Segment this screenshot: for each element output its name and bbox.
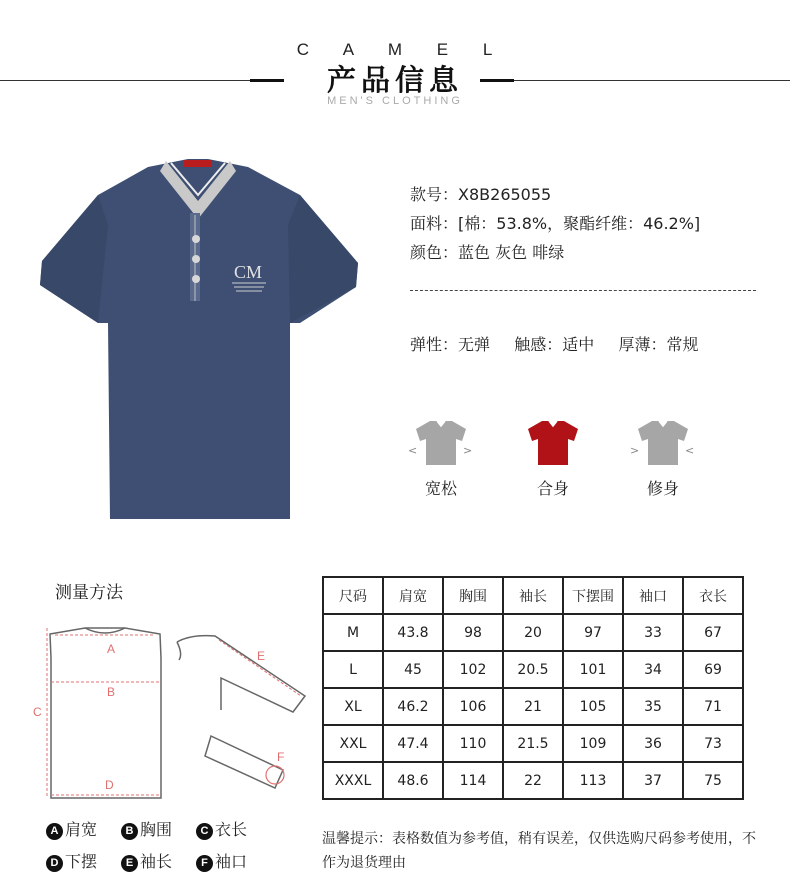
- table-cell: 33: [623, 614, 683, 651]
- table-cell: 109: [563, 725, 623, 762]
- table-row: [323, 725, 743, 762]
- loose-shirt-icon: [406, 418, 476, 468]
- spec-thickness-value: 常规: [666, 335, 699, 354]
- table-cell: 114: [443, 762, 503, 799]
- table-cell: 21: [503, 688, 563, 725]
- spec-fabric: [410, 211, 700, 234]
- legend-a-text: 肩宽: [65, 820, 98, 839]
- legend-a: [46, 817, 97, 840]
- spec-color-label: 颜色：: [410, 243, 459, 262]
- spec-attributes: [410, 332, 698, 355]
- table-cell: 73: [683, 725, 743, 762]
- product-image: [38, 155, 358, 523]
- table-header-cell: 袖长: [503, 577, 563, 614]
- table-cell: 67: [683, 614, 743, 651]
- table-cell: 69: [683, 651, 743, 688]
- diagram-label-f: F: [277, 750, 285, 764]
- table-header-cell: 尺码: [323, 577, 383, 614]
- size-table: [322, 576, 744, 800]
- svg-text:<: <: [408, 444, 418, 457]
- header-line-right: [514, 80, 790, 81]
- brand-name: C A M E L: [296, 40, 508, 59]
- table-cell: XXL: [323, 725, 383, 762]
- table-cell: 48.6: [383, 762, 443, 799]
- table-cell: 105: [563, 688, 623, 725]
- legend-d-text: 下摆: [65, 852, 98, 871]
- fit-regular: [518, 418, 588, 499]
- legend-c: [196, 817, 247, 840]
- table-cell: 75: [683, 762, 743, 799]
- diagram-label-d: D: [105, 778, 114, 792]
- table-cell: 21.5: [503, 725, 563, 762]
- spec-touch-value: 适中: [562, 335, 595, 354]
- spec-divider: [410, 290, 756, 292]
- table-cell: 113: [563, 762, 623, 799]
- table-cell: 43.8: [383, 614, 443, 651]
- legend-e-text: 袖长: [140, 852, 173, 871]
- fit-loose: [406, 418, 476, 499]
- table-cell: 35: [623, 688, 683, 725]
- table-cell: 20.5: [503, 651, 563, 688]
- table-cell: 110: [443, 725, 503, 762]
- fit-slim-label: 修身: [646, 479, 679, 498]
- table-cell: M: [323, 614, 383, 651]
- legend-d: [46, 849, 97, 872]
- diagram-label-b: B: [107, 685, 116, 699]
- spec-elasticity-value: 无弹: [458, 335, 491, 354]
- table-row: [323, 762, 743, 799]
- legend-f-text: 袖口: [215, 852, 248, 871]
- page-subtitle: MEN'S CLOTHING: [327, 95, 463, 107]
- table-cell: 36: [623, 725, 683, 762]
- legend-f-badge: F: [196, 855, 213, 872]
- fit-slim: [628, 418, 698, 499]
- legend-d-badge: D: [46, 855, 63, 872]
- legend-e-badge: E: [121, 855, 138, 872]
- legend-c-badge: C: [196, 823, 213, 840]
- spec-touch-label: 触感：: [514, 335, 563, 354]
- table-cell: XL: [323, 688, 383, 725]
- table-row: [323, 651, 743, 688]
- table-row: [323, 614, 743, 651]
- fit-loose-label: 宽松: [424, 479, 457, 498]
- table-header-cell: 胸围: [443, 577, 503, 614]
- table-header-cell: 衣长: [683, 577, 743, 614]
- svg-text:>: >: [463, 444, 473, 457]
- table-cell: 45: [383, 651, 443, 688]
- legend-b: [121, 817, 172, 840]
- table-header-cell: 肩宽: [383, 577, 443, 614]
- page-title: 产品信息: [326, 63, 463, 97]
- legend-a-badge: A: [46, 823, 63, 840]
- legend-c-text: 衣长: [215, 820, 248, 839]
- legend-b-text: 胸围: [140, 820, 173, 839]
- table-cell: 37: [623, 762, 683, 799]
- table-cell: XXXL: [323, 762, 383, 799]
- table-header-cell: 下摆围: [563, 577, 623, 614]
- header-bar-right: [480, 79, 514, 82]
- spec-elasticity-label: 弹性：: [410, 335, 459, 354]
- spec-thickness-label: 厚薄：: [618, 335, 667, 354]
- measure-diagram: [25, 620, 320, 820]
- table-header-cell: 袖口: [623, 577, 683, 614]
- svg-text:>: >: [630, 444, 640, 457]
- spec-color-value: 蓝色 灰色 啡绿: [458, 243, 565, 262]
- table-cell: L: [323, 651, 383, 688]
- fit-regular-label: 合身: [536, 479, 569, 498]
- table-cell: 34: [623, 651, 683, 688]
- table-cell: 20: [503, 614, 563, 651]
- diagram-label-c: C: [33, 705, 42, 719]
- table-cell: 97: [563, 614, 623, 651]
- spec-model-label: 款号：: [410, 185, 459, 204]
- table-cell: 46.2: [383, 688, 443, 725]
- diagram-label-e: E: [257, 649, 266, 663]
- legend-f: [196, 849, 247, 872]
- regular-shirt-icon: [518, 418, 588, 468]
- spec-model: [410, 182, 551, 205]
- spec-fabric-label: 面料：: [410, 214, 459, 233]
- size-note: 温馨提示：表格数值为参考值，稍有误差，仅供选购尺码参考使用，不作为退货理由: [322, 831, 756, 871]
- spec-color: [410, 240, 564, 263]
- table-cell: 106: [443, 688, 503, 725]
- table-cell: 98: [443, 614, 503, 651]
- table-cell: 22: [503, 762, 563, 799]
- legend-e: [121, 849, 172, 872]
- chest-logo: CM: [234, 262, 263, 282]
- spec-fabric-value: [棉：53.8%，聚酯纤维：46.2%]: [458, 214, 701, 233]
- table-cell: 101: [563, 651, 623, 688]
- legend-b-badge: B: [121, 823, 138, 840]
- table-cell: 71: [683, 688, 743, 725]
- table-cell: 102: [443, 651, 503, 688]
- diagram-label-a: A: [107, 642, 116, 656]
- svg-text:<: <: [685, 444, 695, 457]
- measure-title: 测量方法: [55, 583, 123, 603]
- table-cell: 47.4: [383, 725, 443, 762]
- slim-shirt-icon: [628, 418, 698, 468]
- table-header-row: [323, 577, 743, 614]
- table-row: [323, 688, 743, 725]
- spec-model-value: X8B265055: [458, 185, 552, 204]
